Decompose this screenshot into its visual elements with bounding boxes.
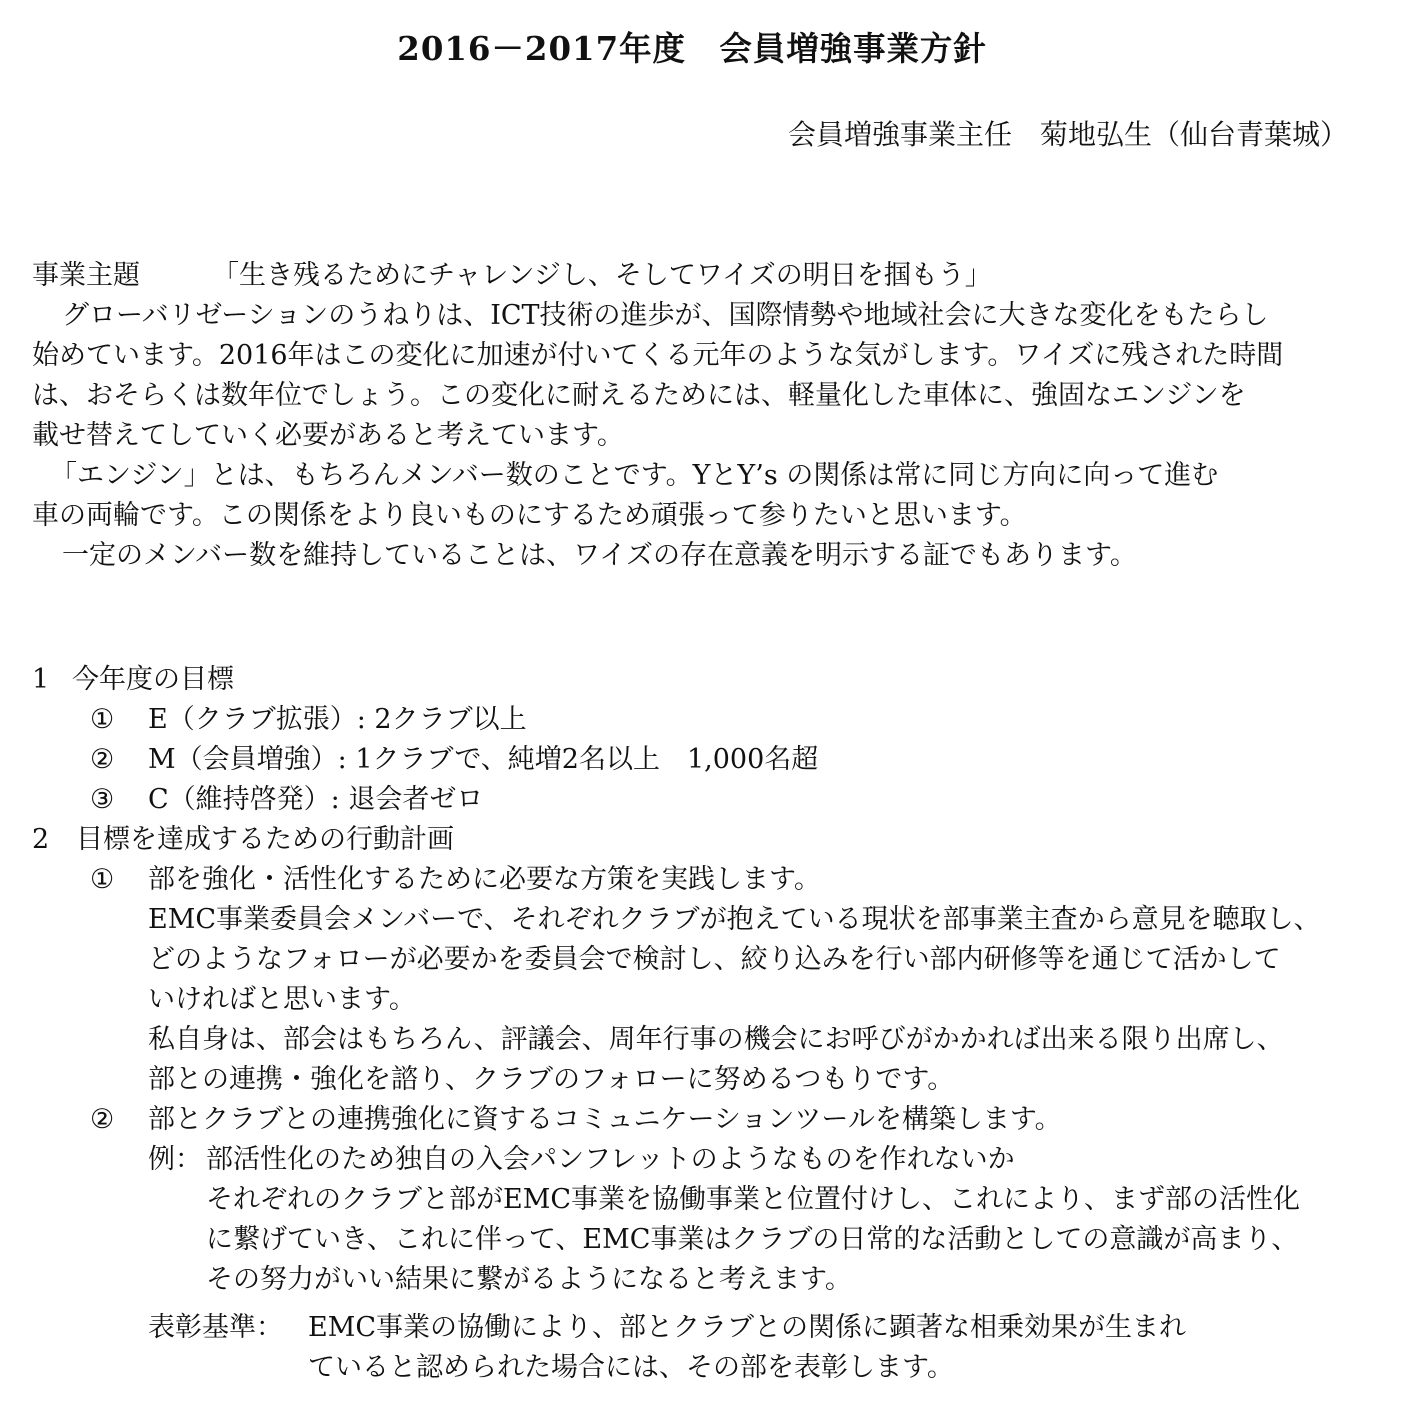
author-line: 会員増強事業主任 菊地弘生（仙台青葉城）	[787, 118, 1348, 151]
award-line: EMC事業の協働により、部とクラブとの関係に顕著な相乗効果が生まれ	[308, 1312, 1187, 1343]
example-line: その努力がいい結果に繋がるようになると考えます。	[206, 1264, 852, 1295]
award-label: 表彰基準：	[148, 1312, 283, 1343]
action-body-line: いければと思います。	[148, 984, 416, 1015]
action-body-line: EMC事業委員会メンバーで、それぞれクラブが抱えている現状を部事業主査から意見を聴取し、	[148, 904, 1321, 935]
intro-line: 車の両輪です。この関係をより良いものにするため頑張って参りたいと思います。	[32, 500, 1027, 531]
action-body-line: 部との連携・強化を諮り、クラブのフォローに努めるつもりです。	[148, 1064, 955, 1095]
action-body-line: 私自身は、部会はもちろん、評議会、周年行事の機会にお呼びがかかれば出来る限り出席し、	[148, 1024, 1284, 1055]
intro-line: 始めています。2016年はこの変化に加速が付いてくる元年のような気がします。ワイズに残された時間	[32, 340, 1284, 371]
action-mark: ②	[90, 1104, 115, 1135]
goal-mark: ①	[90, 704, 115, 735]
action-lead: 部とクラブとの連携強化に資するコミュニケーションツールを構築します。	[148, 1104, 1062, 1135]
action-lead: 部を強化・活性化するために必要な方策を実践します。	[148, 864, 821, 895]
intro-line: は、おそらくは数年位でしょう。この変化に耐えるためには、軽量化した車体に、強固なエンジンを	[32, 380, 1246, 411]
action-mark: ①	[90, 864, 115, 895]
example-line: それぞれのクラブと部がEMC事業を協働事業と位置付けし、これにより、まず部の活性化	[206, 1184, 1301, 1215]
section2-number: 2	[32, 824, 50, 855]
goal-item: C（維持啓発）: 退会者ゼロ	[148, 784, 484, 815]
theme-label: 事業主題	[32, 260, 140, 291]
goal-mark: ②	[90, 744, 115, 775]
goal-mark: ③	[90, 784, 115, 815]
example-line: 部活性化のため独自の入会パンフレットのようなものを作れないか	[206, 1144, 1015, 1175]
section1-number: 1	[32, 664, 50, 695]
intro-line: 載せ替えてしていく必要があると考えています。	[32, 420, 624, 451]
intro-line: 一定のメンバー数を維持していることは、ワイズの存在意義を明示する証でもあります。	[62, 540, 1137, 571]
example-label: 例：	[148, 1144, 202, 1175]
example-line: に繋げていき、これに伴って、EMC事業はクラブの日常的な活動としての意識が高まり、	[206, 1224, 1299, 1255]
action-body-line: どのようなフォローが必要かを委員会で検討し、絞り込みを行い部内研修等を通じて活かして	[148, 944, 1281, 975]
section2-heading: 目標を達成するための行動計画	[76, 824, 454, 855]
intro-line: 「エンジン」とは、もちろんメンバー数のことです。YとY’s の関係は常に同じ方向に向って進む	[50, 460, 1219, 491]
section1-heading: 今年度の目標	[72, 664, 234, 695]
page-title: 2016－2017年度 会員増強事業方針	[397, 29, 987, 68]
goal-item: E（クラブ拡張）: 2クラブ以上	[148, 704, 527, 735]
theme-text: 「生き残るためにチャレンジし、そしてワイズの明日を掴もう」	[212, 260, 992, 291]
goal-item: M（会員増強）: 1クラブで、純増2名以上 1,000名超	[148, 744, 819, 775]
intro-line: グローバリゼーションのうねりは、ICT技術の進歩が、国際情勢や地域社会に大きな変化をもたらし	[62, 300, 1269, 331]
award-line: ていると認められた場合には、その部を表彰します。	[308, 1352, 954, 1383]
